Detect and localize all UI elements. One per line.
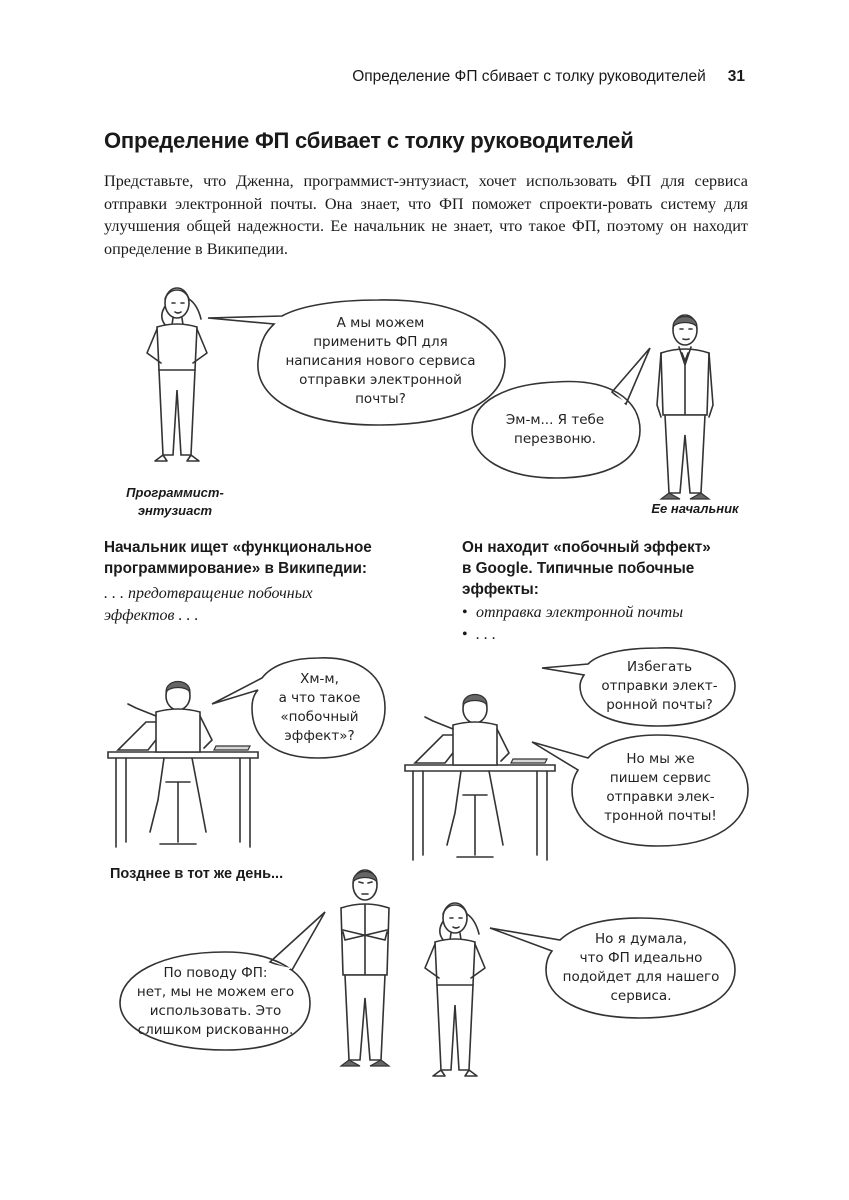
boss-callback-bubble: Эм-м... Я тебе перезвоню. xyxy=(505,412,605,447)
section-title: Определение ФП сбивает с толку руководителей xyxy=(104,128,634,153)
wikipedia-quote: . . . предотвращение побочных эффектов . . . xyxy=(104,585,313,624)
side-effects-list xyxy=(462,602,752,646)
google-search-block xyxy=(462,537,752,646)
boss-figure xyxy=(657,315,713,499)
wikipedia-heading: Начальник ищет «функциональное программирование» в Википедии: xyxy=(104,539,372,577)
running-header xyxy=(300,68,745,86)
jenna-question-bubble: А мы можем применить ФП для написания нового сервиса отправки электронной почты? xyxy=(285,315,476,407)
wikipedia-search-block xyxy=(104,537,434,627)
google-heading: Он находит «побочный эффект» в Google. Типичные побочные эффекты: xyxy=(462,539,711,598)
page-number: 31 xyxy=(727,68,745,85)
boss-caption: Ее начальник xyxy=(651,501,739,516)
later-that-day-label: Позднее в тот же день... xyxy=(110,866,284,882)
list-item: • . . . xyxy=(462,624,752,646)
boss-desk-right xyxy=(405,695,555,861)
running-title: Определение ФП сбивает с толку руководителей xyxy=(352,68,706,85)
boss-desk-left xyxy=(108,682,258,848)
intro-paragraph: Представьте, что Дженна, программист-энтузиаст, хочет использовать ФП для сервиса отправки электронной почты. Она знает, что ФП поможет спроекти-ровать систему для улучшения общей надежности. Ее начальник не знает, что такое ФП, поэтому он находит определение в Википедии. xyxy=(104,172,748,258)
boss-arms-crossed-figure xyxy=(341,870,389,1066)
we-write-email-bubble: Но мы же пишем сервис отправки элек- тронной почты! xyxy=(604,751,717,824)
jenna-caption: Программист- энтузиаст xyxy=(126,485,224,518)
what-is-side-effect-bubble: Хм-м, а что такое «побочный эффект»? xyxy=(278,671,361,744)
list-item: • отправка электронной почты xyxy=(462,602,752,624)
jenna-figure-later xyxy=(425,903,485,1076)
jenna-figure xyxy=(147,288,207,461)
jenna-disappointed-bubble: Но я думала, что ФП идеально подойдет для нашего сервиса. xyxy=(562,931,720,1004)
avoid-email-bubble: Избегать отправки элект- ронной почты? xyxy=(601,659,718,713)
boss-refusal-bubble: По поводу ФП: нет, мы не можем его использовать. Это слишком рискованно. xyxy=(136,965,295,1038)
